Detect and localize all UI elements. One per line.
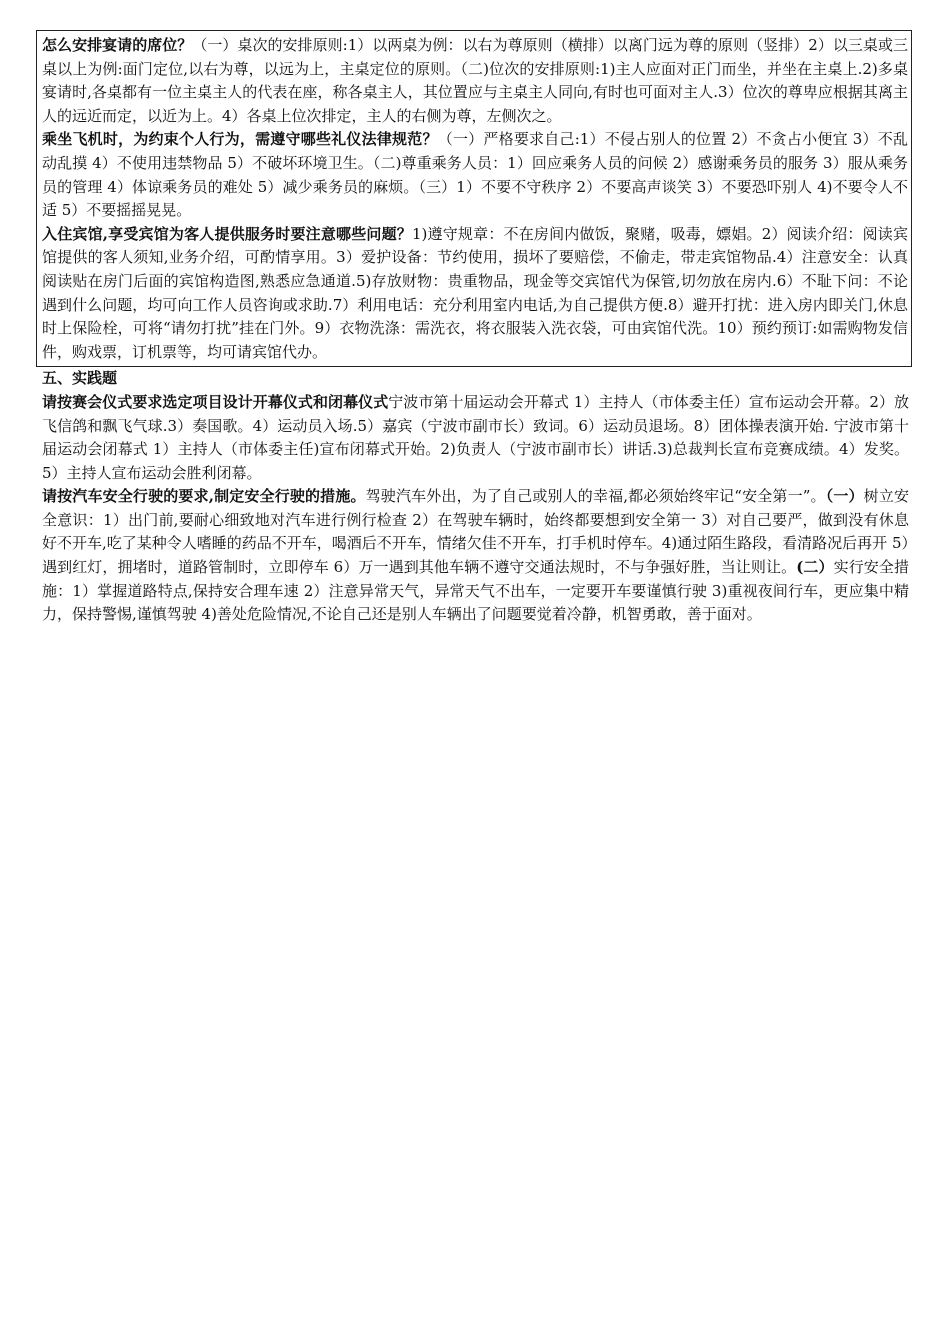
- practice-item-driving-safety: [36, 485, 912, 627]
- qa-item-banquet-seating: [42, 34, 908, 128]
- practice-item-ceremony: [36, 391, 912, 485]
- qa-item-flight-etiquette: [42, 128, 908, 222]
- document-page: [36, 30, 912, 627]
- driving-part2-text: 实行安全措施：1）掌握道路特点,保持安合理车速 2）注意异常天气，异常天气不出车，一定要开车要谨慎行驶 3)重视夜间行车，更应集中精力，保持警惕,谨慎驾驶 4)善处危险情况,不论自己还是别人车辆出了问题要觉着冷静，机智勇敢，善于面对。: [42, 558, 909, 624]
- driving-part1-text: 树立安全意识：1）出门前,要耐心细致地对汽车进行例行检查 2）在驾驶车辆时，始终都要想到安全第一 3）对自己要严，做到没有休息好不开车,吃了某种令人嗜睡的药品不开车，喝酒后不开车，情绪欠佳不开车，打手机时停车。4)通过陌生路段，看清路况后再开 5）遇到红灯，拥堵时，道路管制时，立即停车 6）万一遇到其他车辆不遵守交通法规时，不与争强好胜，当让则让。: [42, 487, 909, 577]
- section-heading-practice: 五、实践题: [42, 369, 118, 388]
- answer-flight-etiquette: （一）严格要求自己:1）不侵占别人的位置 2）不贪占小便宜 3）不乱动乱摸 4）不使用违禁物品 5）不破坏环境卫生。（二)尊重乘务人员：1）回应乘务人员的问候 2）感谢乘务员的服务 3）服从乘务员的管理 4）体谅乘务员的难处 5）减少乘务员的麻烦。（三）1）不要不守秩序 2）不要高声谈笑 3）不要恐吓别人 4)不要令人不适 5）不要摇摇晃晃。: [42, 130, 908, 220]
- driving-part2-label: (二）: [796, 558, 834, 577]
- question-hotel-services: 入住宾馆,享受宾馆为客人提供服务时要注意哪些问题？: [42, 224, 412, 243]
- question-flight-etiquette: 乘坐飞机时，为约束个人行为，需遵守哪些礼仪法律规范？: [42, 130, 438, 149]
- answer-ceremony: 宁波市第十届运动会开幕式 1）主持人（市体委主任）宣布运动会开幕。2）放飞信鸽和飘飞气球.3）奏国歌。4）运动员入场.5）嘉宾（宁波市副市长）致词。6）运动员退场。8）团体操表演开始. 宁波市第十届运动会闭幕式 1）主持人（市体委主任)宣布闭幕式开始。2)负责人（宁波市副市长）讲话.3)总裁判长宣布竞赛成绩。4）发奖。5）主持人宣布运动会胜利闭幕。: [42, 392, 909, 482]
- question-banquet-seating: 怎么安排宴请的席位？: [42, 36, 193, 54]
- question-driving-safety: 请按汽车安全行驶的要求,制定安全行驶的措施。: [42, 487, 366, 506]
- driving-part1-label: （一）: [825, 487, 864, 506]
- answer-hotel-services: 1)遵守规章：不在房间内做饭，聚赌，吸毒，嫖娼。2）阅读介绍：阅读宾馆提供的客人须知,业务介绍，可酌情享用。3）爱护设备：节约使用，损坏了要赔偿，不偷走，带走宾馆物品.4）注意安全：认真阅读贴在房门后面的宾馆构造图,熟悉应急通道.5)存放财物：贵重物品，现金等交宾馆代为保管,切勿放在房内.6）不耻下问：不论遇到什么问题，均可向工作人员咨询或求助.7）利用电话：充分利用室内电话,为自己提供方便.8）避开打扰：进入房内即关门,休息时上保险栓，可将“请勿打扰”挂在门外。9）衣物洗涤：需洗衣，将衣服装入洗衣袋，可由宾馆代洗。10）预约预订:如需购物发信件，购戏票，订机票等，均可请宾馆代办。: [42, 224, 908, 361]
- question-ceremony: 请按赛会仪式要求选定项目设计开幕仪式和闭幕仪式: [42, 392, 389, 411]
- answer-banquet-seating: （一）桌次的安排原则:1）以两桌为例：以右为尊原则（横排）以离门远为尊的原则（竖排）2）以三桌或三桌以上为例:面门定位,以右为尊，以远为上，主桌定位的原则。（二)位次的安排原则:1)主人应面对正门而坐，并坐在主桌上.2)多桌宴请时,各桌都有一位主桌主人的代表在座，称各桌主人，其位置应与主桌主人同向,有时也可面对主人.3）位次的尊卑应根据其离主人的远近而定，以近为上。4）各桌上位次排定，主人的右侧为尊，左侧次之。: [42, 36, 908, 125]
- qa-item-hotel-services: [42, 223, 908, 365]
- answer-driving-intro: 驾驶汽车外出，为了自己或别人的幸福,都必须始终牢记“安全第一”。: [365, 487, 826, 506]
- qa-bordered-box: [36, 30, 912, 367]
